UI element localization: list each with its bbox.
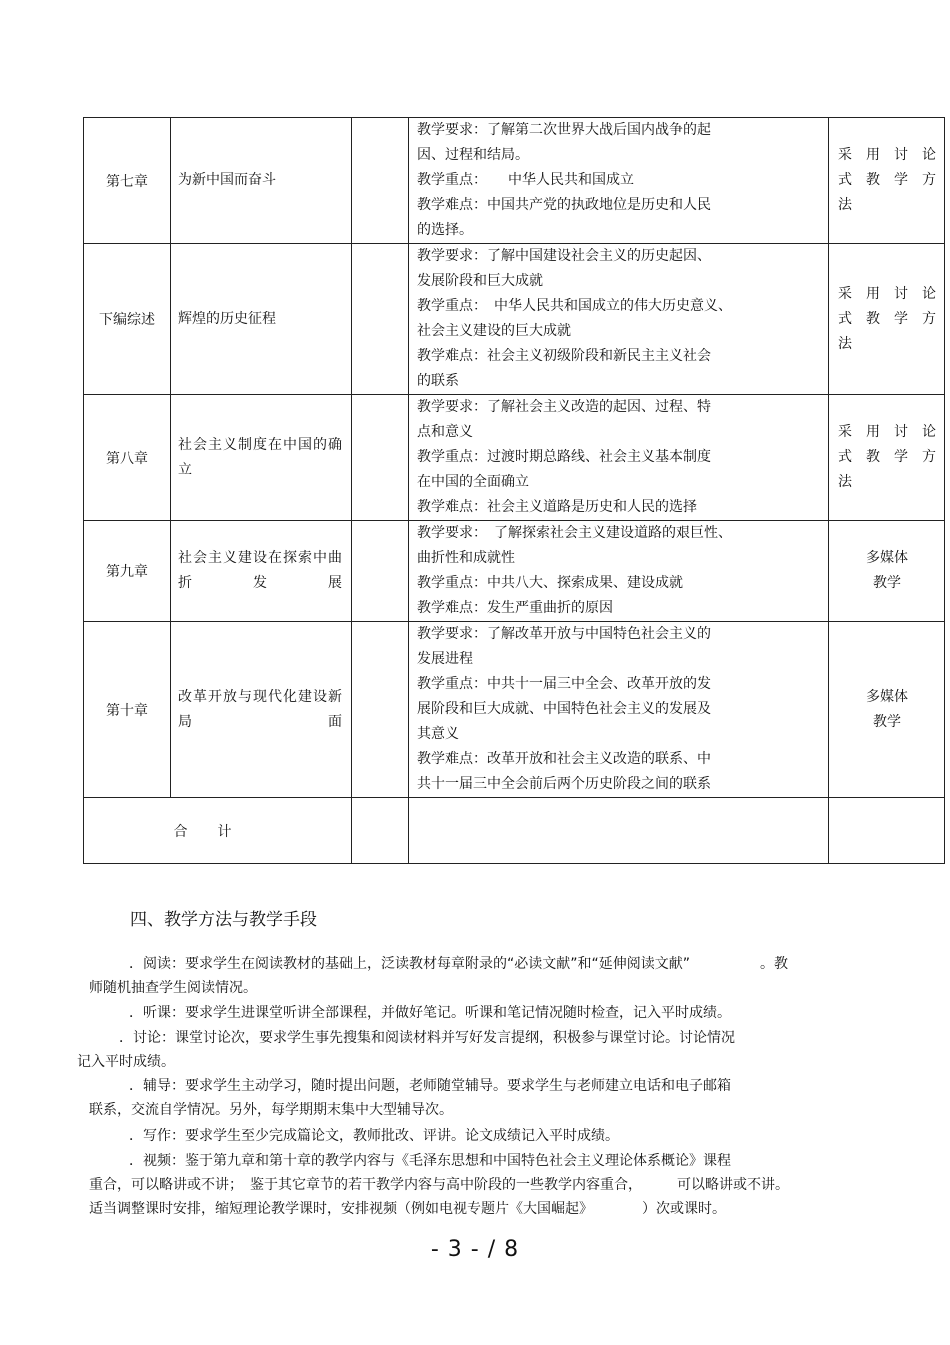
content-line: 教学要求：了解中国建设社会主义的历史起因、: [417, 248, 711, 264]
content-line: 发展阶段和巨大成就: [417, 273, 543, 289]
method-line: 采 用 讨 论: [838, 424, 936, 440]
method-paragraph: [89, 1001, 859, 1025]
teaching-content-cell: [409, 244, 829, 395]
content-line: 教学难点：发生严重曲折的原因: [417, 600, 613, 616]
content-line: 曲折性和成就性: [417, 550, 515, 566]
chapter-title: 社会主义制度在中国的确立: [178, 436, 342, 478]
chapter-title: 辉煌的历史征程: [178, 310, 276, 327]
method-line: 式 教 学 方: [838, 310, 936, 327]
method-line: 式 教 学 方: [838, 449, 936, 465]
content-line: 教学难点：改革开放和社会主义改造的联系、中: [417, 751, 711, 767]
content-line: 因、过程和结局。: [417, 147, 529, 163]
paragraph-line: 记入平时成绩。: [77, 1054, 175, 1070]
content-line: 教学重点： 中华人民共和国成立的伟大历史意义、: [417, 298, 732, 314]
total-content-cell: [409, 798, 829, 864]
content-line: 教学难点：社会主义道路是历史和人民的选择: [417, 499, 697, 515]
method-line: 采 用 讨 论: [838, 285, 936, 302]
method-paragraph: [89, 1124, 859, 1148]
teaching-content-cell: [409, 622, 829, 798]
page-number: - 3 - / 8: [430, 1237, 520, 1262]
content-line: 其意义: [417, 726, 459, 742]
chapter-title-cell: [171, 521, 352, 622]
content-line: 教学重点：过渡时期总路线、社会主义基本制度: [417, 449, 711, 465]
method-paragraph: [89, 1074, 859, 1122]
chapter-title: 为新中国而奋斗: [178, 172, 276, 188]
content-line: 教学要求： 了解探索社会主义建设道路的艰巨性、: [417, 525, 732, 541]
chapter-title: 改革开放与现代化建设新局面: [178, 688, 342, 730]
chapter-cell: 第九章: [84, 521, 171, 622]
method-paragraph: [77, 1026, 847, 1074]
total-hours-cell: [352, 798, 409, 864]
total-row: [84, 798, 945, 864]
method-paragraph: [89, 1149, 859, 1221]
content-line: 教学难点：中国共产党的执政地位是历史和人民: [417, 197, 711, 213]
paragraph-line: ．视频：鉴于第九章和第十章的教学内容与《毛泽东思想和中国特色社会主义理论体系概论》课程: [129, 1153, 731, 1169]
chapter-cell: 第八章: [84, 395, 171, 521]
hours-cell: [352, 244, 409, 395]
paragraph-line: 适当调整课时安排，缩短理论教学课时，安排视频（例如电视专题片《大国崛起》 ）次或课时。: [89, 1201, 726, 1217]
total-method-cell: [829, 798, 945, 864]
method-line: 采 用 讨 论: [838, 147, 936, 163]
teaching-method-cell: [829, 395, 945, 521]
table-body: [84, 118, 945, 864]
paragraph-line: ．阅读：要求学生在阅读教材的基础上，泛读教材每章附录的“必读文献”和“延伸阅读文献” 。教: [129, 956, 789, 972]
content-line: 教学要求：了解改革开放与中国特色社会主义的: [417, 626, 711, 642]
hours-cell: [352, 521, 409, 622]
paragraph-line: ．讨论：课堂讨论次，要求学生事先搜集和阅读材料并写好发言提纲，积极参与课堂讨论。讨论情况: [119, 1030, 735, 1046]
course-schedule-table: [83, 117, 945, 864]
teaching-content-cell: [409, 395, 829, 521]
content-line: 教学要求：了解第二次世界大战后国内战争的起: [417, 122, 711, 138]
content-line: 教学重点： 中华人民共和国成立: [417, 172, 634, 188]
method-line: 式 教 学 方: [838, 172, 936, 188]
teaching-method-cell: [829, 244, 945, 395]
method-paragraph: [89, 952, 859, 1000]
method-line: 多媒体: [866, 550, 908, 566]
chapter-cell: 第十章: [84, 622, 171, 798]
method-line: 多媒体: [866, 688, 908, 705]
method-line: 法: [838, 197, 852, 213]
section-heading: 四、教学方法与教学手段: [130, 910, 317, 930]
content-line: 发展进程: [417, 651, 473, 667]
table-row: [84, 244, 945, 395]
content-line: 的联系: [417, 373, 459, 389]
teaching-content-cell: [409, 521, 829, 622]
content-line: 在中国的全面确立: [417, 474, 529, 490]
content-line: 教学重点：中共十一届三中全会、改革开放的发: [417, 676, 711, 692]
chapter-title: 社会主义建设在探索中曲折发展: [178, 550, 342, 591]
paragraph-line: 重合，可以略讲或不讲； 鉴于其它章节的若干教学内容与高中阶段的一些教学内容重合， 可以略讲或不讲。: [89, 1177, 789, 1193]
content-line: 教学要求：了解社会主义改造的起因、过程、特: [417, 399, 711, 415]
hours-cell: [352, 395, 409, 521]
method-line: 教学: [873, 575, 901, 591]
teaching-method-cell: [829, 521, 945, 622]
table-row: [84, 622, 945, 798]
teaching-content-cell: [409, 118, 829, 244]
content-line: 社会主义建设的巨大成就: [417, 323, 571, 339]
hours-cell: [352, 118, 409, 244]
content-line: 展阶段和巨大成就、中国特色社会主义的发展及: [417, 701, 711, 717]
teaching-method-cell: [829, 118, 945, 244]
chapter-cell: 下编综述: [84, 244, 171, 395]
paragraph-line: ．写作：要求学生至少完成篇论文，教师批改、评讲。论文成绩记入平时成绩。: [129, 1128, 619, 1144]
paragraph-line: 师随机抽查学生阅读情况。: [89, 980, 257, 996]
total-label: 合计: [84, 798, 352, 864]
table-row: [84, 395, 945, 521]
method-line: 法: [838, 335, 852, 352]
teaching-method-cell: [829, 622, 945, 798]
paragraph-line: 联系，交流自学情况。另外，每学期期末集中大型辅导次。: [89, 1102, 453, 1118]
table-row: [84, 118, 945, 244]
chapter-cell: 第七章: [84, 118, 171, 244]
content-line: 的选择。: [417, 222, 473, 238]
paragraph-line: ．听课：要求学生进课堂听讲全部课程，并做好笔记。听课和笔记情况随时检查，记入平时成绩。: [129, 1005, 731, 1021]
chapter-title-cell: [171, 395, 352, 521]
chapter-title-cell: [171, 118, 352, 244]
chapter-title-cell: [171, 622, 352, 798]
method-line: 法: [838, 474, 852, 490]
content-line: 点和意义: [417, 424, 473, 440]
method-line: 教学: [873, 713, 901, 730]
paragraph-line: ．辅导：要求学生主动学习，随时提出问题，老师随堂辅导。要求学生与老师建立电话和电子邮箱: [129, 1078, 731, 1094]
table-row: [84, 521, 945, 622]
content-line: 共十一届三中全会前后两个历史阶段之间的联系: [417, 776, 711, 792]
hours-cell: [352, 622, 409, 798]
chapter-title-cell: [171, 244, 352, 395]
content-line: 教学难点：社会主义初级阶段和新民主主义社会: [417, 348, 711, 364]
content-line: 教学重点：中共八大、探索成果、建设成就: [417, 575, 683, 591]
